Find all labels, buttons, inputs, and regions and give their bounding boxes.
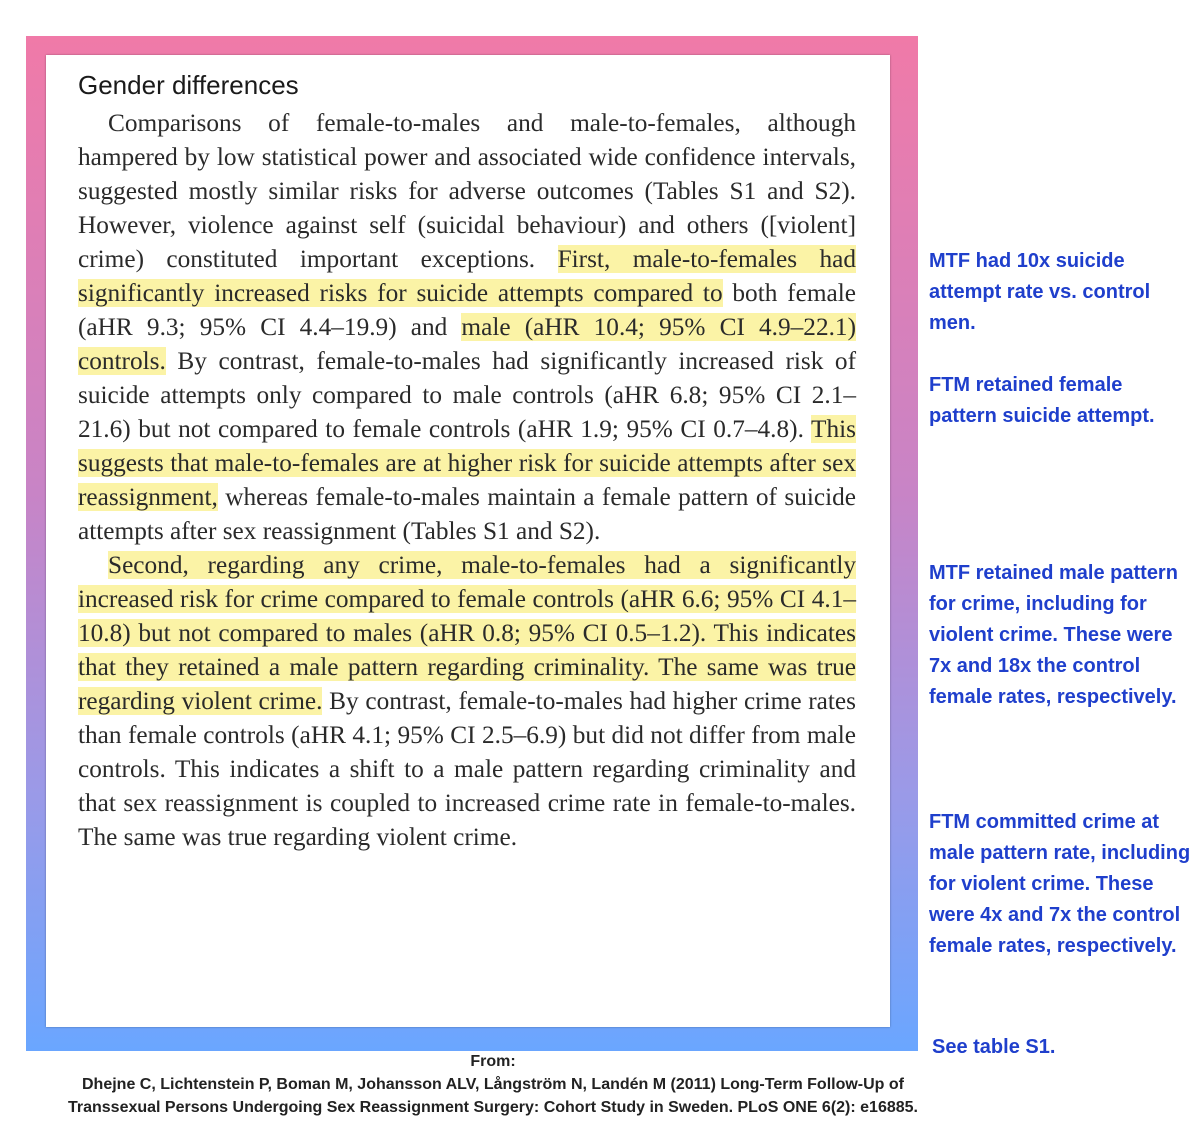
note-mtf-crime: MTF retained male pattern for crime, including for violent crime. These were 7x and 18x the control female rates, respectively.	[929, 562, 1178, 708]
text-span: both female (aHR 9.3; 95% CI 4.4–19.9) and	[78, 279, 856, 341]
citation	[0, 1050, 986, 1119]
note-see-table: See table S1.	[932, 1036, 1056, 1058]
citation-line-1: Dhejne C, Lichtenstein P, Boman M, Johansson ALV, Långström N, Landén M (2011) Long-Term Follow-Up of	[82, 1076, 904, 1093]
text-span: By contrast, female-to-males had higher crime rates than female controls (aHR 4.1; 95% CI 2.5–6.9) but did not differ from male controls. This indicates a shift to a male pattern regarding criminality and that sex reassignment is coupled to increased crime rate in female-to-males. The same was true regarding violent crime.	[78, 687, 857, 851]
text-span: Comparisons of female-to-males and male-to-females, although hampered by low statistical power and associated wide confidence intervals, suggested mostly similar risks for adverse outcomes (Tables S1 and S2). However, violence against self (suicidal behaviour) and others ([violent] crime) constituted important exceptions.	[78, 109, 856, 273]
highlight-span: This suggests that male-to-females are at higher risk for suicide attempts after sex reassignment,	[78, 415, 856, 511]
highlight-span: First, male-to-females had significantly increased risks for suicide attempts compared to	[78, 245, 856, 307]
highlight-span: Second, regarding any crime, male-to-females had a significantly increased risk for crime compared to female controls (aHR 6.6; 95% CI 4.1–10.8) but not compared to males (aHR 0.8; 95% CI 0.5–1.2). This indicates that they retained a male pattern regarding criminality. The same was true regarding violent crime.	[78, 551, 856, 715]
note-ftm-crime: FTM committed crime at male pattern rate, including for violent crime. These were 4x and 7x the control female rates, respectively.	[929, 811, 1191, 957]
citation-from: From:	[470, 1053, 516, 1070]
paragraph-suicide	[78, 106, 856, 548]
section-heading: Gender differences	[78, 70, 299, 100]
note-mtf-suicide: MTF had 10x suicide attempt rate vs. control men.	[929, 250, 1151, 334]
excerpt-body	[78, 106, 856, 854]
paragraph-crime	[78, 548, 856, 854]
highlight-span: male (aHR 10.4; 95% CI 4.9–22.1) controls.	[78, 313, 856, 375]
note-ftm-suicide: FTM retained female pattern suicide attempt.	[929, 374, 1155, 427]
citation-line-2: Transsexual Persons Undergoing Sex Reassignment Surgery: Cohort Study in Sweden. PLoS ONE 6(2): e16885.	[67, 1099, 918, 1116]
text-span: whereas female-to-males maintain a female pattern of suicide attempts after sex reassignment (Tables S1 and S2).	[78, 483, 856, 545]
text-span: By contrast, female-to-males had significantly increased risk of suicide attempts only compared to male controls (aHR 6.8; 95% CI 2.1–21.6) but not compared to female controls (aHR 1.9; 95% CI 0.7–4.8).	[78, 347, 857, 443]
